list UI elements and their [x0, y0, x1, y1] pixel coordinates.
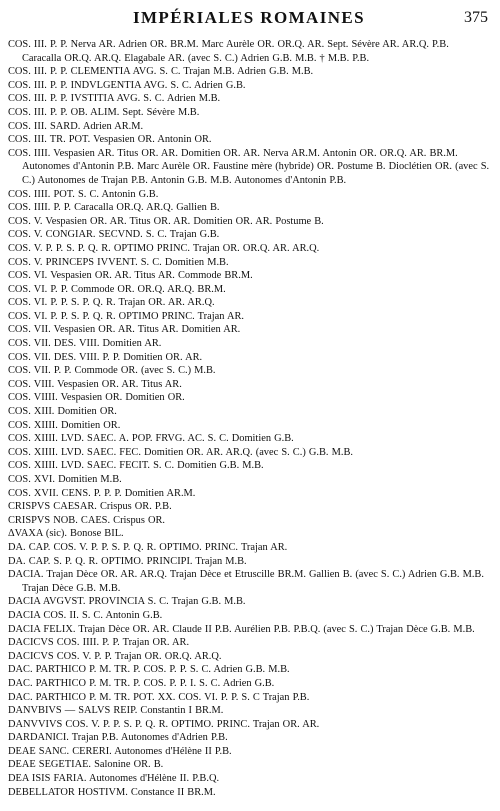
- index-entry: COS. XVII. CENS. P. P. P. Domitien AR.M.: [8, 487, 196, 499]
- index-entry: DACIA COS. II. S. C. Antonin G.B.: [8, 609, 163, 621]
- index-entry: COS. XIII. Domitien OR.: [8, 406, 117, 418]
- index-entry: DAC. PARTHICO P. M. TR. P. COS. P. P. S. C. Adrien G.B. M.B.: [8, 664, 290, 676]
- index-entry: COS. III. P. P. OB. ALIM. Sept. Sévère M.B.: [8, 106, 200, 118]
- index-entry: COS. V. CONGIAR. SECVND. S. C. Trajan G.B.: [8, 229, 220, 241]
- index-entry: DACICVS COS. IIII. P. P. Trajan OR. AR.: [8, 637, 190, 649]
- index-entry: DANVBIVS — SALVS REIP. Constantin I BR.M.: [8, 705, 224, 717]
- index-entry: COS. III. P. P. INDVLGENTIA AVG. S. C. Adrien G.B.: [8, 79, 246, 91]
- index-entry: COS. XIIII. LVD. SAEC. FEC. Domitien OR. AR. AR.Q. (avec S. C.) G.B. M.B.: [8, 446, 353, 458]
- index-entry: DAC. PARTHICO P. M. TR. P. COS. P. P. I. S. C. Adrien G.B.: [8, 677, 275, 689]
- index-entry: COS. III. TR. POT. Vespasien OR. Antonin OR.: [8, 134, 212, 146]
- legend-index: [8, 38, 490, 799]
- index-entry: DA. CAP. S. P. Q. R. OPTIMO. PRINCIPI. Trajan M.B.: [8, 555, 247, 567]
- index-entry: DACIA. Trajan Dèce OR. AR. AR.Q. Trajan Dèce et Etruscille BR.M. Gallien B. (avec S. C.) Adrien G.B. M.B. Trajan Dèce G.B. M.B.: [8, 569, 484, 594]
- index-entry: COS. V. P. P. S. P. Q. R. OPTIMO PRINC. Trajan OR. OR.Q. AR. AR.Q.: [8, 242, 320, 254]
- index-entry: DACICVS COS. V. P. P. Trajan OR. OR.Q. AR.Q.: [8, 650, 222, 662]
- index-entry: COS. VI. P. P. S. P. Q. R. OPTIMO PRINC. Trajan AR.: [8, 310, 244, 322]
- index-entry: COS. VI. P. P. Commode OR. OR.Q. AR.Q. BR.M.: [8, 283, 226, 295]
- index-entry: DEA ISIS FARIA. Autonomes d'Hélène II. P.B.Q.: [8, 773, 220, 785]
- index-entry: COS. VII. Vespasien OR. AR. Titus AR. Domitien AR.: [8, 324, 241, 336]
- index-entry: DEBELLATOR HOSTIVM. Constance II BR.M.: [8, 786, 216, 798]
- index-entry: COS. XIIII. LVD. SAEC. A. POP. FRVG. AC. S. C. Domitien G.B.: [8, 433, 294, 445]
- index-entry: COS. V. Vespasien OR. AR. Titus OR. AR. Domitien OR. AR. Postume B.: [8, 215, 324, 227]
- index-entry: COS. XVI. Domitien M.B.: [8, 474, 122, 485]
- index-entry: COS. III. P. P. CLEMENTIA AVG. S. C. Trajan M.B. Adrien G.B. M.B.: [8, 66, 314, 78]
- index-entry: DAC. PARTHICO P. M. TR. POT. XX. COS. VI. P. P. S. C Trajan P.B.: [8, 691, 310, 703]
- index-entry: DACIA FELIX. Trajan Dèce OR. AR. Claude II P.B. Aurélien P.B. P.B.Q. (avec S. C.) Trajan Dèce G.B. M.B.: [8, 623, 475, 635]
- page-header: [8, 4, 490, 36]
- index-entry: DARDANICI. Trajan P.B. Autonomes d'Adrien P.B.: [8, 732, 228, 744]
- index-entry: COS. VI. Vespasien OR. AR. Titus AR. Commode BR.M.: [8, 270, 253, 282]
- index-entry: COS. IIII. P. P. Caracalla OR.Q. AR.Q. Gallien B.: [8, 202, 220, 214]
- index-entry: COS. VII. DES. VIII. P. P. Domitien OR. AR.: [8, 351, 203, 363]
- index-entry: COS. IIII. POT. S. C. Antonin G.B.: [8, 188, 159, 200]
- index-entry: COS. III. P. P. IVSTITIA AVG. S. C. Adrien M.B.: [8, 93, 221, 105]
- index-entry: DACIA AVGVST. PROVINCIA S. C. Trajan G.B. M.B.: [8, 596, 246, 608]
- index-entry: DANVVIVS COS. V. P. P. S. P. Q. R. OPTIMO. PRINC. Trajan OR. AR.: [8, 718, 320, 730]
- index-entry: DEAE SANC. CERERI. Autonomes d'Hélène II P.B.: [8, 745, 232, 757]
- index-entry: COS. XIIII. Domitien OR.: [8, 419, 121, 431]
- index-entry: COS. IIII. Vespasien AR. Titus OR. AR. Domitien OR. AR. Nerva AR.M. Antonin OR. OR.Q. AR. BR.M. Autonomes d'Antonin P.B. Marc Aurèle OR. Faustine mère (hybride) OR. Postume B. Dioclétien OR. (avec S. C.) Autonomes de Trajan P.B. Antonin G.B. M.B. Autonomes d'Antonin P.B.: [8, 147, 490, 186]
- index-entry: DA. CAP. COS. V. P. P. S. P. Q. R. OPTIMO. PRINC. Trajan AR.: [8, 541, 288, 553]
- index-entry: CRISPVS NOB. CAES. Crispus OR.: [8, 514, 166, 526]
- page-number: 375: [464, 9, 488, 26]
- index-entry: COS. III. P. P. Nerva AR. Adrien OR. BR.M. Marc Aurèle OR. OR.Q. AR. Sept. Sévère AR. AR.Q. P.B. Caracalla OR.Q. AR.Q. Elagabale AR. (avec S. C.) Adrien G.B. M.B. † M.B. P.B.: [8, 39, 449, 64]
- index-entry: COS. VII. DES. VIII. Domitien AR.: [8, 338, 162, 350]
- index-entry: COS. VIIII. Vespasien OR. Domitien OR.: [8, 392, 185, 404]
- index-entry: DEAE SEGETIAE. Salonine OR. B.: [8, 759, 164, 771]
- index-entry: CRISPVS CAESAR. Crispus OR. P.B.: [8, 501, 172, 513]
- index-entry: ΔVAXA (sic). Bonose BIL.: [8, 528, 124, 540]
- running-title: IMPÉRIALES ROMAINES: [132, 8, 366, 27]
- index-entry: COS. VI. P. P. S. P. Q. R. Trajan OR. AR. AR.Q.: [8, 297, 215, 309]
- index-entry: COS. V. PRINCEPS IVVENT. S. C. Domitien M.B.: [8, 256, 229, 268]
- index-entry: COS. VIII. Vespasien OR. AR. Titus AR.: [8, 378, 182, 390]
- index-entry: COS. III. SARD. Adrien AR.M.: [8, 120, 144, 132]
- index-entry: COS. XIIII. LVD. SAEC. FECIT. S. C. Domitien G.B. M.B.: [8, 460, 264, 472]
- index-entry: COS. VII. P. P. Commode OR. (avec S. C.) M.B.: [8, 365, 216, 377]
